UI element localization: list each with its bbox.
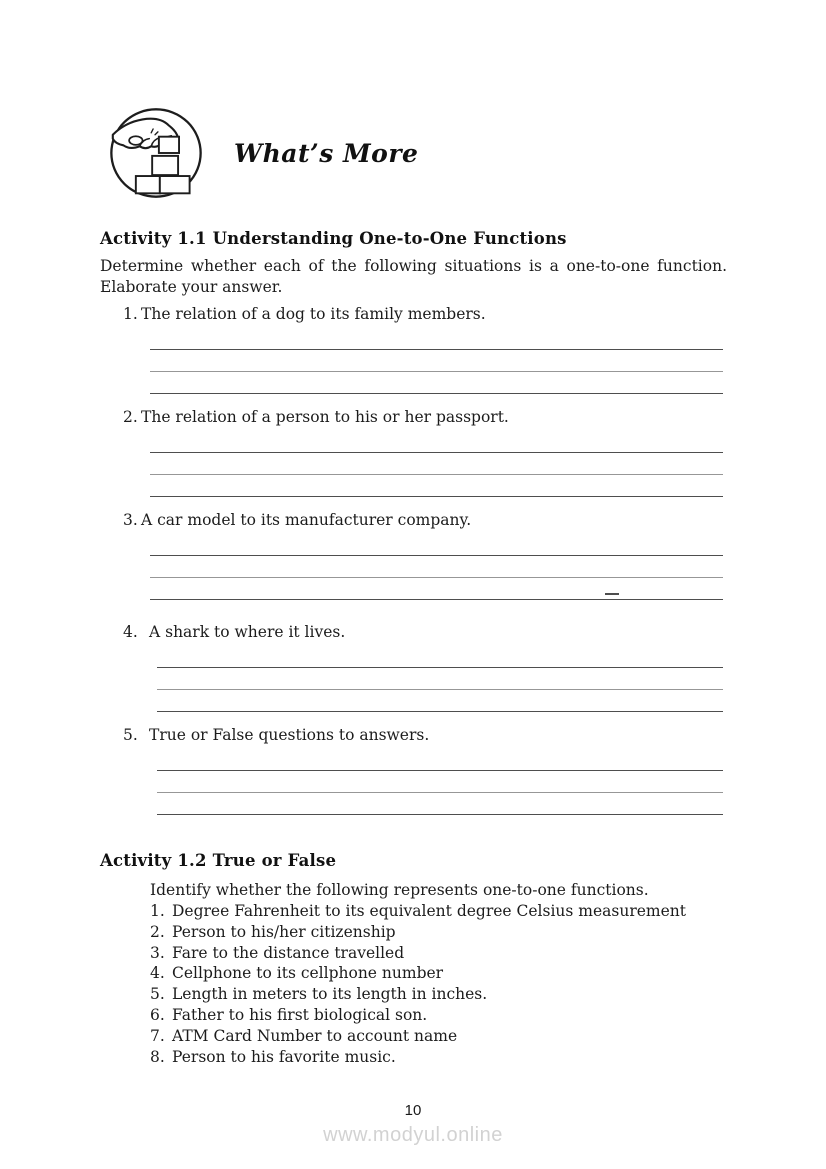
answer-blank-line [157, 749, 723, 771]
answer-blank-line [150, 475, 723, 497]
list-item-7 [150, 1026, 727, 1047]
question-number: 5. [123, 726, 138, 745]
list-item-2 [150, 922, 727, 943]
page-title: What’s More [234, 138, 419, 168]
question-item-4 [100, 622, 727, 712]
answer-blank-line [157, 668, 723, 690]
answer-blank-line [150, 431, 723, 453]
answer-blank-line [150, 556, 723, 578]
item-number: 1. [150, 901, 165, 920]
list-item-6 [150, 1005, 727, 1026]
question-number: 4. [123, 623, 138, 642]
hand-stacking-blocks-icon [108, 105, 204, 201]
answer-blank-line [157, 690, 723, 712]
page-footer [0, 1102, 826, 1147]
question-number: 1. [123, 305, 138, 324]
question-number: 2. [123, 408, 138, 427]
list-item-3 [150, 943, 727, 964]
question-text: The relation of a dog to its family members. [141, 305, 486, 324]
activity-1-2-list [150, 880, 727, 1067]
answer-blank-line [157, 646, 723, 668]
question-item-2 [100, 407, 727, 497]
item-number: 3. [150, 943, 165, 962]
question-item-3 [100, 510, 727, 600]
activity-1-2-instructions: Identify whether the following represents one-to-one functions. [150, 881, 649, 900]
item-text: ATM Card Number to account name [172, 1026, 458, 1045]
item-text: Person to his/her citizenship [172, 922, 396, 941]
item-text: Person to his favorite music. [172, 1047, 396, 1066]
answer-blank-line [157, 771, 723, 793]
item-text: Cellphone to its cellphone number [172, 964, 444, 983]
answer-blank-lines [150, 431, 723, 497]
question-text: True or False questions to answers. [149, 726, 430, 745]
stray-underscore-mark [605, 593, 619, 595]
item-text: Father to his first biological son. [172, 1005, 428, 1024]
item-text: Fare to the distance travelled [172, 943, 405, 962]
answer-blank-line [157, 793, 723, 815]
item-number: 7. [150, 1026, 165, 1045]
question-item-1 [100, 304, 727, 394]
item-number: 8. [150, 1047, 165, 1066]
activity-1-1-heading: Activity 1.1 Understanding One-to-One Functions [100, 229, 567, 248]
activity-1-2-heading: Activity 1.2 True or False [100, 851, 337, 871]
answer-blank-line [150, 534, 723, 556]
activity-1-1-question-list [100, 304, 727, 815]
watermark: www.modyul.online [323, 1124, 503, 1146]
list-item-5 [150, 984, 727, 1005]
item-text: Length in meters to its length in inches. [172, 985, 488, 1004]
list-item-1 [150, 901, 727, 922]
answer-blank-lines [157, 749, 723, 815]
answer-blank-line [150, 453, 723, 475]
question-text: A car model to its manufacturer company. [141, 511, 472, 530]
item-number: 6. [150, 1005, 165, 1024]
answer-blank-line [150, 350, 723, 372]
answer-blank-line [150, 328, 723, 350]
question-text: The relation of a person to his or her passport. [141, 408, 509, 427]
answer-blank-line [150, 372, 723, 394]
page-number: 10 [404, 1102, 422, 1119]
list-item-4 [150, 963, 727, 984]
question-number: 3. [123, 511, 138, 530]
section-header [108, 105, 727, 201]
item-number: 2. [150, 922, 165, 941]
item-number: 4. [150, 964, 165, 983]
item-text: Degree Fahrenheit to its equivalent degree Celsius measurement [172, 901, 686, 920]
answer-blank-line [150, 578, 723, 600]
item-number: 5. [150, 985, 165, 1004]
answer-blank-lines [150, 328, 723, 394]
activity-1-1-instructions: Determine whether each of the following situations is a one-to-one function. Elaborate your answer. [100, 257, 727, 296]
list-item-8 [150, 1047, 727, 1068]
answer-blank-lines [157, 646, 723, 712]
answer-blank-lines [150, 534, 723, 600]
question-item-5 [100, 725, 727, 815]
question-text: A shark to where it lives. [149, 623, 346, 642]
